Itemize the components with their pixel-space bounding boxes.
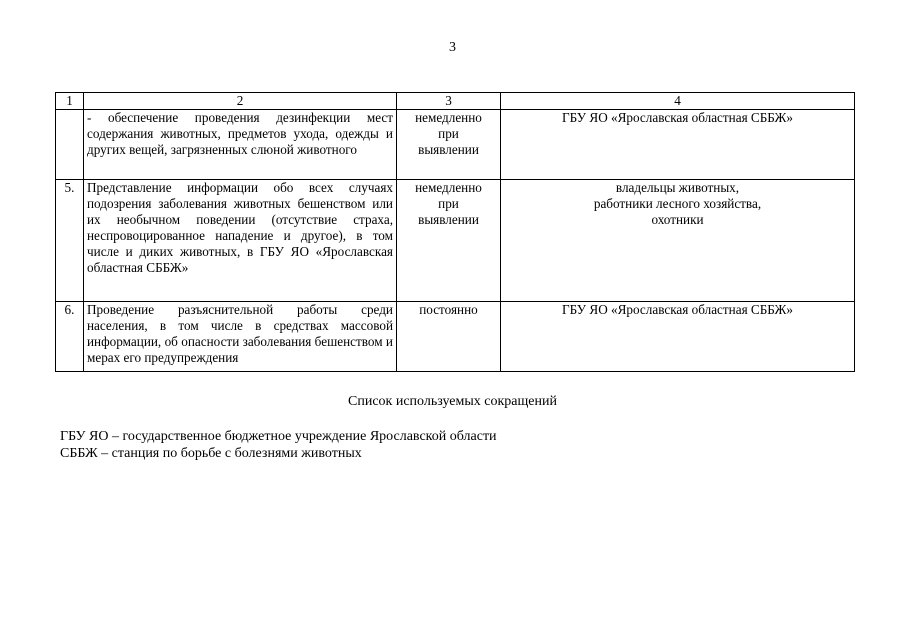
timing-line: немедленно <box>415 110 482 125</box>
header-cell-4: 4 <box>501 93 855 110</box>
measure-text: Представление информации обо всех случаях подозрения заболевания животных бешенством или их необычном поведении (отсутствие страха, неспровоцированное нападение и другое), в том числе и диких животных, в ГБУ ЯО «Ярославская областная СББЖ» <box>84 180 397 302</box>
measure-responsible <box>501 110 855 180</box>
header-cell-1: 1 <box>56 93 84 110</box>
header-cell-3: 3 <box>397 93 501 110</box>
timing-line: выявлении <box>418 142 479 157</box>
responsible-line: ГБУ ЯО «Ярославская областная СББЖ» <box>562 302 793 317</box>
page-number: 3 <box>449 40 456 55</box>
table-header-row <box>56 93 855 110</box>
timing-line: постоянно <box>419 302 478 317</box>
responsible-line: охотники <box>651 212 704 227</box>
responsible-line: работники лесного хозяйства, <box>593 196 762 211</box>
abbreviation-item: ГБУ ЯО – государственное бюджетное учреждение Ярославской области <box>60 429 497 444</box>
measures-table <box>55 92 855 372</box>
measure-timing <box>397 302 501 372</box>
abbreviations-title: Список используемых сокращений <box>348 394 557 409</box>
abbreviation-item: СББЖ – станция по борьбе с болезнями животных <box>60 446 362 461</box>
table-row <box>56 110 855 180</box>
timing-line: при <box>438 126 459 141</box>
timing-line: при <box>438 196 459 211</box>
responsible-line: ГБУ ЯО «Ярославская областная СББЖ» <box>562 110 793 125</box>
table-row <box>56 180 855 302</box>
measure-text: - обеспечение проведения дезинфекции мест содержания животных, предметов ухода, одежды и других вещей, загрязненных слюной животного <box>84 110 397 180</box>
timing-line: выявлении <box>418 212 479 227</box>
header-cell-2: 2 <box>84 93 397 110</box>
timing-line: немедленно <box>415 180 482 195</box>
table-row <box>56 302 855 372</box>
measure-timing <box>397 180 501 302</box>
responsible-line: владельцы животных, <box>615 180 740 195</box>
measure-text: Проведение разъяснительной работы среди населения, в том числе в средствах массовой информации, об опасности заболевания бешенством и мерах его предупреждения <box>84 302 397 372</box>
measure-responsible <box>501 302 855 372</box>
row-number: 6. <box>56 302 84 372</box>
measure-responsible <box>501 180 855 302</box>
row-number: 5. <box>56 180 84 302</box>
abbreviations-list <box>60 428 497 462</box>
measure-timing <box>397 110 501 180</box>
row-number <box>56 110 84 180</box>
